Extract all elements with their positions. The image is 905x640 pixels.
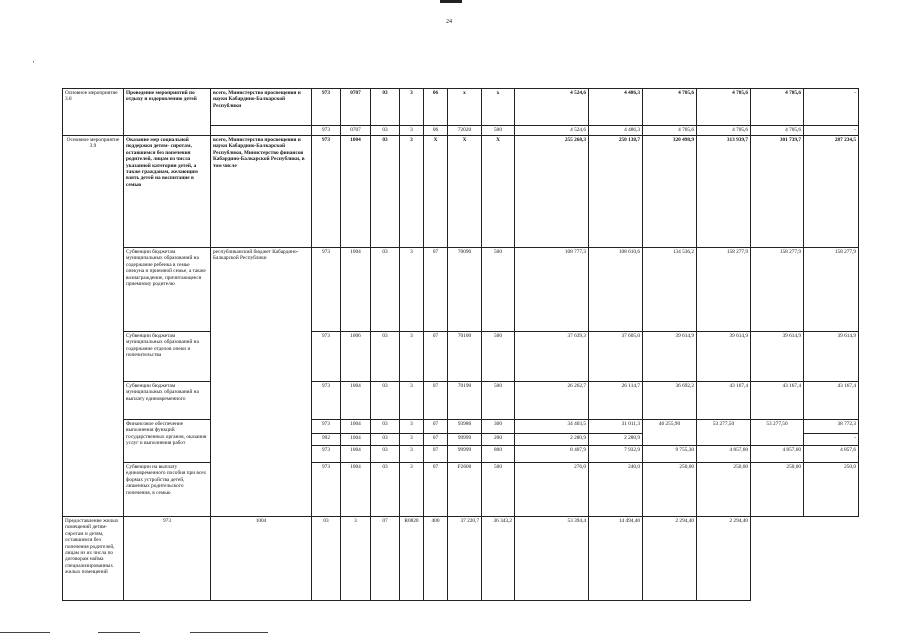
table-cell: 70090	[448, 248, 482, 332]
table-cell: 37 639,3	[515, 332, 589, 382]
table-cell: 250 138,7	[589, 136, 643, 248]
table-cell: 1004	[341, 446, 371, 463]
table-cell: всего, Министерство просвещения и науки Кабардино-Балкарской Республики	[211, 89, 312, 126]
table-cell: 1004	[341, 136, 371, 248]
table-cell: 9 755,30	[643, 446, 697, 463]
table-cell: 3	[400, 434, 424, 446]
table-cell: 973	[312, 382, 341, 420]
table-cell: 26 262,7	[515, 382, 589, 420]
table-row	[63, 332, 859, 382]
table-cell: 03	[371, 89, 400, 126]
table-cell: 973	[312, 136, 341, 248]
table-row	[63, 382, 859, 420]
table-cell: 43 167,4	[751, 382, 804, 420]
table-cell: 240,0	[589, 463, 643, 517]
table-cell: 3	[400, 446, 424, 463]
table-cell: 500	[482, 382, 515, 420]
table-cell: 1004	[341, 248, 371, 332]
table-cell: 07	[424, 446, 448, 463]
bottom-line	[190, 632, 268, 633]
table-cell: 39 614,9	[751, 332, 804, 382]
table-cell: 37 605,0	[589, 332, 643, 382]
table-cell: -	[804, 126, 859, 136]
table-row	[63, 136, 859, 248]
table-cell: 7 932,9	[589, 446, 643, 463]
table-cell: X	[424, 136, 448, 248]
top-edge-mark	[440, 0, 462, 3]
table-cell: 2 280,9	[589, 434, 643, 446]
table-cell: 3	[400, 248, 424, 332]
table-cell: -	[804, 434, 859, 446]
bottom-line	[98, 632, 140, 633]
table-cell: x	[448, 89, 482, 126]
table-row	[63, 89, 859, 126]
table-cell: 03	[371, 248, 400, 332]
table-cell: -	[804, 89, 859, 126]
table-cell: Субвенции бюджетам муниципальных образований на содержание ребенка в семье опекуна и приемной семье, а также вознаграждение, причитающееся приемному родителю	[124, 248, 211, 332]
table-row	[63, 463, 859, 517]
table-cell: 99999	[448, 434, 482, 446]
table-cell: 973	[124, 517, 211, 601]
table-cell: 39 614,9	[804, 332, 859, 382]
table-cell: 99999	[448, 446, 482, 463]
table-cell: 800	[482, 446, 515, 463]
table-cell: 34 403,5	[515, 420, 589, 434]
table-cell: 2 294,40	[643, 517, 697, 601]
table-row	[63, 420, 859, 434]
table-cell: 1004	[341, 420, 371, 434]
table-cell: 70190	[448, 382, 482, 420]
budget-table	[62, 88, 859, 601]
table-cell: 07	[424, 248, 448, 332]
table-cell: 03	[371, 420, 400, 434]
table-cell: 255 268,3	[515, 136, 589, 248]
table-cell: Основное мероприятие 3.8	[63, 89, 124, 136]
table-cell: 0707	[341, 89, 371, 126]
table-cell: 250,0	[804, 463, 859, 517]
table-cell: Субвенции бюджетам муниципальных образований на выплату единовременного	[124, 382, 211, 420]
table-cell: Оказание мер социальной поддержки детям- сиротам, оставшимся без попечения родителей, лицам из числа указанной категории детей, а также гражданам, желающим взять детей на воспитание в семью	[124, 136, 211, 248]
table-cell: 03	[371, 126, 400, 136]
table-cell: 158 277,9	[697, 248, 751, 332]
table-cell: 973	[312, 248, 341, 332]
table-cell: X	[482, 136, 515, 248]
table-cell: 973	[312, 89, 341, 126]
table-cell: 3	[400, 420, 424, 434]
table-cell: 46 255,90	[643, 420, 697, 446]
table-cell: 3	[400, 332, 424, 382]
margin-mark: '	[33, 60, 35, 68]
table-cell: 07	[424, 420, 448, 434]
table-cell: 3	[400, 89, 424, 126]
table-cell: 3	[400, 382, 424, 420]
table-cell: 250,00	[697, 463, 751, 517]
table-cell: 300	[482, 420, 515, 434]
table-cell: 4 486,3	[589, 89, 643, 126]
table-cell: 1004	[341, 463, 371, 517]
table-cell: всего, Министерство просвещения и науки Кабардино-Балкарской Республики, Министерство финансов Кабардино-Балкарской Республики, в том числе	[211, 136, 312, 248]
table-cell: 287 234,5	[804, 136, 859, 248]
table-cell: 4 705,6	[697, 89, 751, 126]
table-cell: 70100	[448, 332, 482, 382]
table-cell: 500	[482, 248, 515, 332]
table-cell: 03	[371, 446, 400, 463]
table-cell: 03	[371, 136, 400, 248]
table-cell: 973	[312, 332, 341, 382]
table-cell: 1006	[341, 332, 371, 382]
table-cell: Субвенции на выплату единовременного пособия при всех формах устройства детей, лишенных родительского попечения, в семью	[124, 463, 211, 517]
table-cell: 14 494,40	[589, 517, 643, 601]
table-cell: 108 610,6	[589, 248, 643, 332]
table-cell: 4 524,6	[515, 126, 589, 136]
table-cell: R0820	[400, 517, 424, 601]
table-cell: 8 407,9	[515, 446, 589, 463]
table-cell: 500	[482, 126, 515, 136]
table-cell: 250,00	[751, 463, 804, 517]
bottom-line	[0, 632, 50, 633]
table-cell: 134 536,2	[643, 248, 697, 332]
table-cell: Субвенции бюджетам муниципальных образований на содержание отделов опеки и попечительства	[124, 332, 211, 382]
table-cell: 36 343,2	[482, 517, 515, 601]
table-cell: 973	[312, 126, 341, 136]
table-cell: 38 772,3	[804, 420, 859, 434]
table-cell: 39 614,9	[643, 332, 697, 382]
table-cell: 313 939,7	[697, 136, 751, 248]
table-cell: 06	[424, 126, 448, 136]
table-cell: 53 277,50	[751, 420, 804, 446]
table-cell: 301 739,7	[751, 136, 804, 248]
table-cell: X	[448, 136, 482, 248]
table-cell: республиканский бюджет Кабардино-Балкарской Республики	[211, 248, 312, 517]
table-cell: 400	[424, 517, 448, 601]
table-cell: 250,00	[643, 463, 697, 517]
table-cell: Предоставление жилых помещений детям-сиротам и детям, оставшимся без попечения родителей, лицам из их числа по договорам найма специализированных жилых помещений	[63, 517, 124, 601]
table-cell: 4 524,6	[515, 89, 589, 126]
table-cell: 4 486,3	[589, 126, 643, 136]
table-cell: 973	[312, 463, 341, 517]
table-cell: Проведение мероприятий по отдыху и оздоровлению детей	[124, 89, 211, 136]
table-cell: 03	[371, 382, 400, 420]
table-cell: 4 705,6	[751, 126, 804, 136]
table-cell: 973	[312, 446, 341, 463]
table-cell: 39 614,9	[697, 332, 751, 382]
table-cell: 3	[400, 126, 424, 136]
table-cell: 93986	[448, 420, 482, 434]
table-cell: 43 167,4	[804, 382, 859, 420]
table-cell: 2 280,9	[515, 434, 589, 446]
table-cell: 992	[312, 434, 341, 446]
table-cell: 1004	[211, 517, 312, 601]
table-cell: 3	[400, 136, 424, 248]
table-cell: 06	[424, 89, 448, 126]
table-cell: 276,0	[515, 463, 589, 517]
table-cell: 07	[424, 434, 448, 446]
table-cell: x	[482, 89, 515, 126]
table-cell: 07	[371, 517, 400, 601]
table-cell: 4 857,60	[697, 446, 751, 463]
table-cell: 500	[482, 463, 515, 517]
table-row	[63, 248, 859, 332]
table-cell: 03	[371, 332, 400, 382]
table-cell: Основное мероприятие 3.9	[63, 136, 124, 517]
table-cell: 36 692,2	[643, 382, 697, 420]
table-cell: 03	[312, 517, 341, 601]
table-cell: 03	[371, 434, 400, 446]
table-cell: 37 220,7	[448, 517, 482, 601]
table-cell: 4 705,6	[697, 126, 751, 136]
table-cell: 26 114,7	[589, 382, 643, 420]
table-cell: 53 394,4	[515, 517, 589, 601]
table-cell: 4 857,6	[804, 446, 859, 463]
table-cell: 4 705,6	[643, 126, 697, 136]
table-cell: 1004	[341, 434, 371, 446]
table-cell: F2600	[448, 463, 482, 517]
table-cell: 72020	[448, 126, 482, 136]
table-cell: 3	[341, 517, 371, 601]
table-cell: 1004	[341, 382, 371, 420]
table-cell: 500	[482, 332, 515, 382]
page-number: 24	[446, 19, 452, 25]
table-row	[63, 517, 859, 601]
table-cell: 200	[482, 434, 515, 446]
table-cell: 158 277,9	[804, 248, 859, 332]
table-cell: 3	[400, 463, 424, 517]
table-cell: 158 277,9	[751, 248, 804, 332]
table-cell: 108 777,3	[515, 248, 589, 332]
table-cell: 07	[424, 382, 448, 420]
table-cell: 2 294,40	[697, 517, 751, 601]
table-cell: 320 498,9	[643, 136, 697, 248]
table-cell: Финансовое обеспечение выполнения функций государственных органов, оказания услуг и выполнения работ	[124, 420, 211, 463]
table-cell: 07	[424, 463, 448, 517]
table-cell: 4 705,6	[643, 89, 697, 126]
table-cell	[211, 126, 312, 136]
table-cell: 4 705,6	[751, 89, 804, 126]
table-cell: 973	[312, 420, 341, 434]
table-cell: 4 857,60	[751, 446, 804, 463]
table-cell: 53 277,50	[697, 420, 751, 446]
table-cell: 0707	[341, 126, 371, 136]
table-cell: 31 011,3	[589, 420, 643, 434]
table-cell: 43 167,4	[697, 382, 751, 420]
table-cell: 07	[424, 332, 448, 382]
table-cell: 03	[371, 463, 400, 517]
